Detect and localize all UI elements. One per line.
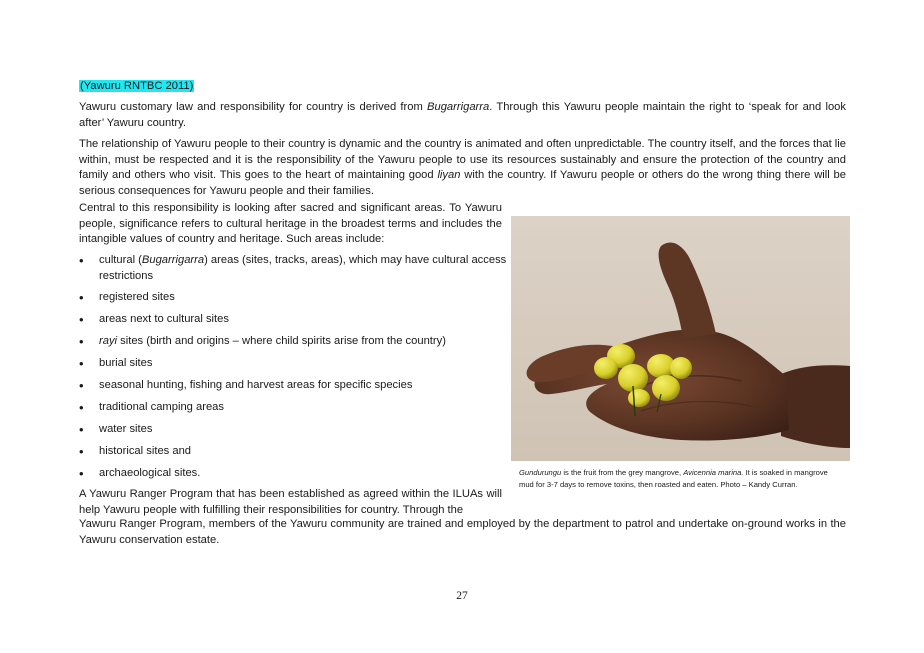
photo-caption xyxy=(519,467,841,491)
caption-text-b: is the fruit from the grey mangrove, xyxy=(561,468,684,477)
b1-term: Bugarrigarra xyxy=(141,254,205,266)
para1-text-a: Yawuru customary law and responsibility for country is derived from xyxy=(79,101,428,113)
b4-term-rayi: rayi xyxy=(99,335,118,347)
para2-term-liyan: liyan xyxy=(437,169,461,181)
para1-term-bugarrigarra: Bugarrigarra xyxy=(427,101,490,113)
caption-text-d: It is soaked in mangrove mud for 3-7 days to remove toxins, then roasted and eaten. Photo – Kandy Curran. xyxy=(519,468,828,489)
list-item: • archaeological sites. xyxy=(79,466,509,482)
list-item: • registered sites xyxy=(79,290,509,306)
citation xyxy=(79,79,194,94)
page-number: 27 xyxy=(456,590,468,602)
para1-text-c: . Through this Yawuru people maintain the right to ‘speak for and look after’ Yawuru country. xyxy=(79,101,846,129)
list-item: • traditional camping areas xyxy=(79,400,509,416)
paragraph-relationship xyxy=(79,137,846,199)
list-item: • areas next to cultural sites xyxy=(79,312,509,328)
caption-term-avicennia: Avicennia marina. xyxy=(683,468,744,477)
para2-text-a: The relationship of Yawuru people to their country is dynamic and the country is animated and often unpredictable. The country itself, and the forces that lie within, must be respected and it is the responsibility of the Yawuru people to use its resources sustainably and ensure the protection of the country and family and others who visit. This goes to the heart of maintaining good xyxy=(79,138,846,181)
b1-text-a: cultural ( xyxy=(99,254,142,266)
paragraph-sacred-areas: Central to this responsibility is looking after sacred and significant areas. To Yawuru people, significance refers to cultural heritage in the broadest terms and includes the intangible values of country and heritage. Such areas include: xyxy=(79,202,502,245)
mangrove-fruit-photo xyxy=(511,216,850,461)
list-item: • historical sites and xyxy=(79,444,509,460)
citation-highlight: (Yawuru RNTBC 2011) xyxy=(80,80,194,92)
b4-text: sites (birth and origins – where child spirits arise from the country) xyxy=(117,335,446,347)
paragraph-customary-law xyxy=(79,100,846,131)
paragraph-ranger-program-part2: Yawuru Ranger Program, members of the Yawuru community are trained and employed by the department to patrol and undertake on-ground works in the Yawuru conservation estate. xyxy=(79,518,846,546)
para2-text-c: with the country. If Yawuru people or others do the wrong thing there will be serious consequences for Yawuru people and their families. xyxy=(79,169,846,197)
caption-term-gundurungu: Gundurungu xyxy=(519,468,562,477)
significant-areas-list xyxy=(79,253,509,482)
paragraph-ranger-program-part1: A Yawuru Ranger Program that has been established as agreed within the ILUAs will help Yawuru people with fulfilling their responsibilities for country. Through the xyxy=(79,488,502,516)
list-item xyxy=(79,334,509,350)
list-item: • burial sites xyxy=(79,356,509,372)
list-item xyxy=(79,253,509,284)
list-item: • water sites xyxy=(79,422,509,438)
list-item: • seasonal hunting, fishing and harvest areas for specific species xyxy=(79,378,509,394)
b1-text-c: ) areas (sites, tracks, areas), which may have cultural access restrictions xyxy=(99,254,507,282)
